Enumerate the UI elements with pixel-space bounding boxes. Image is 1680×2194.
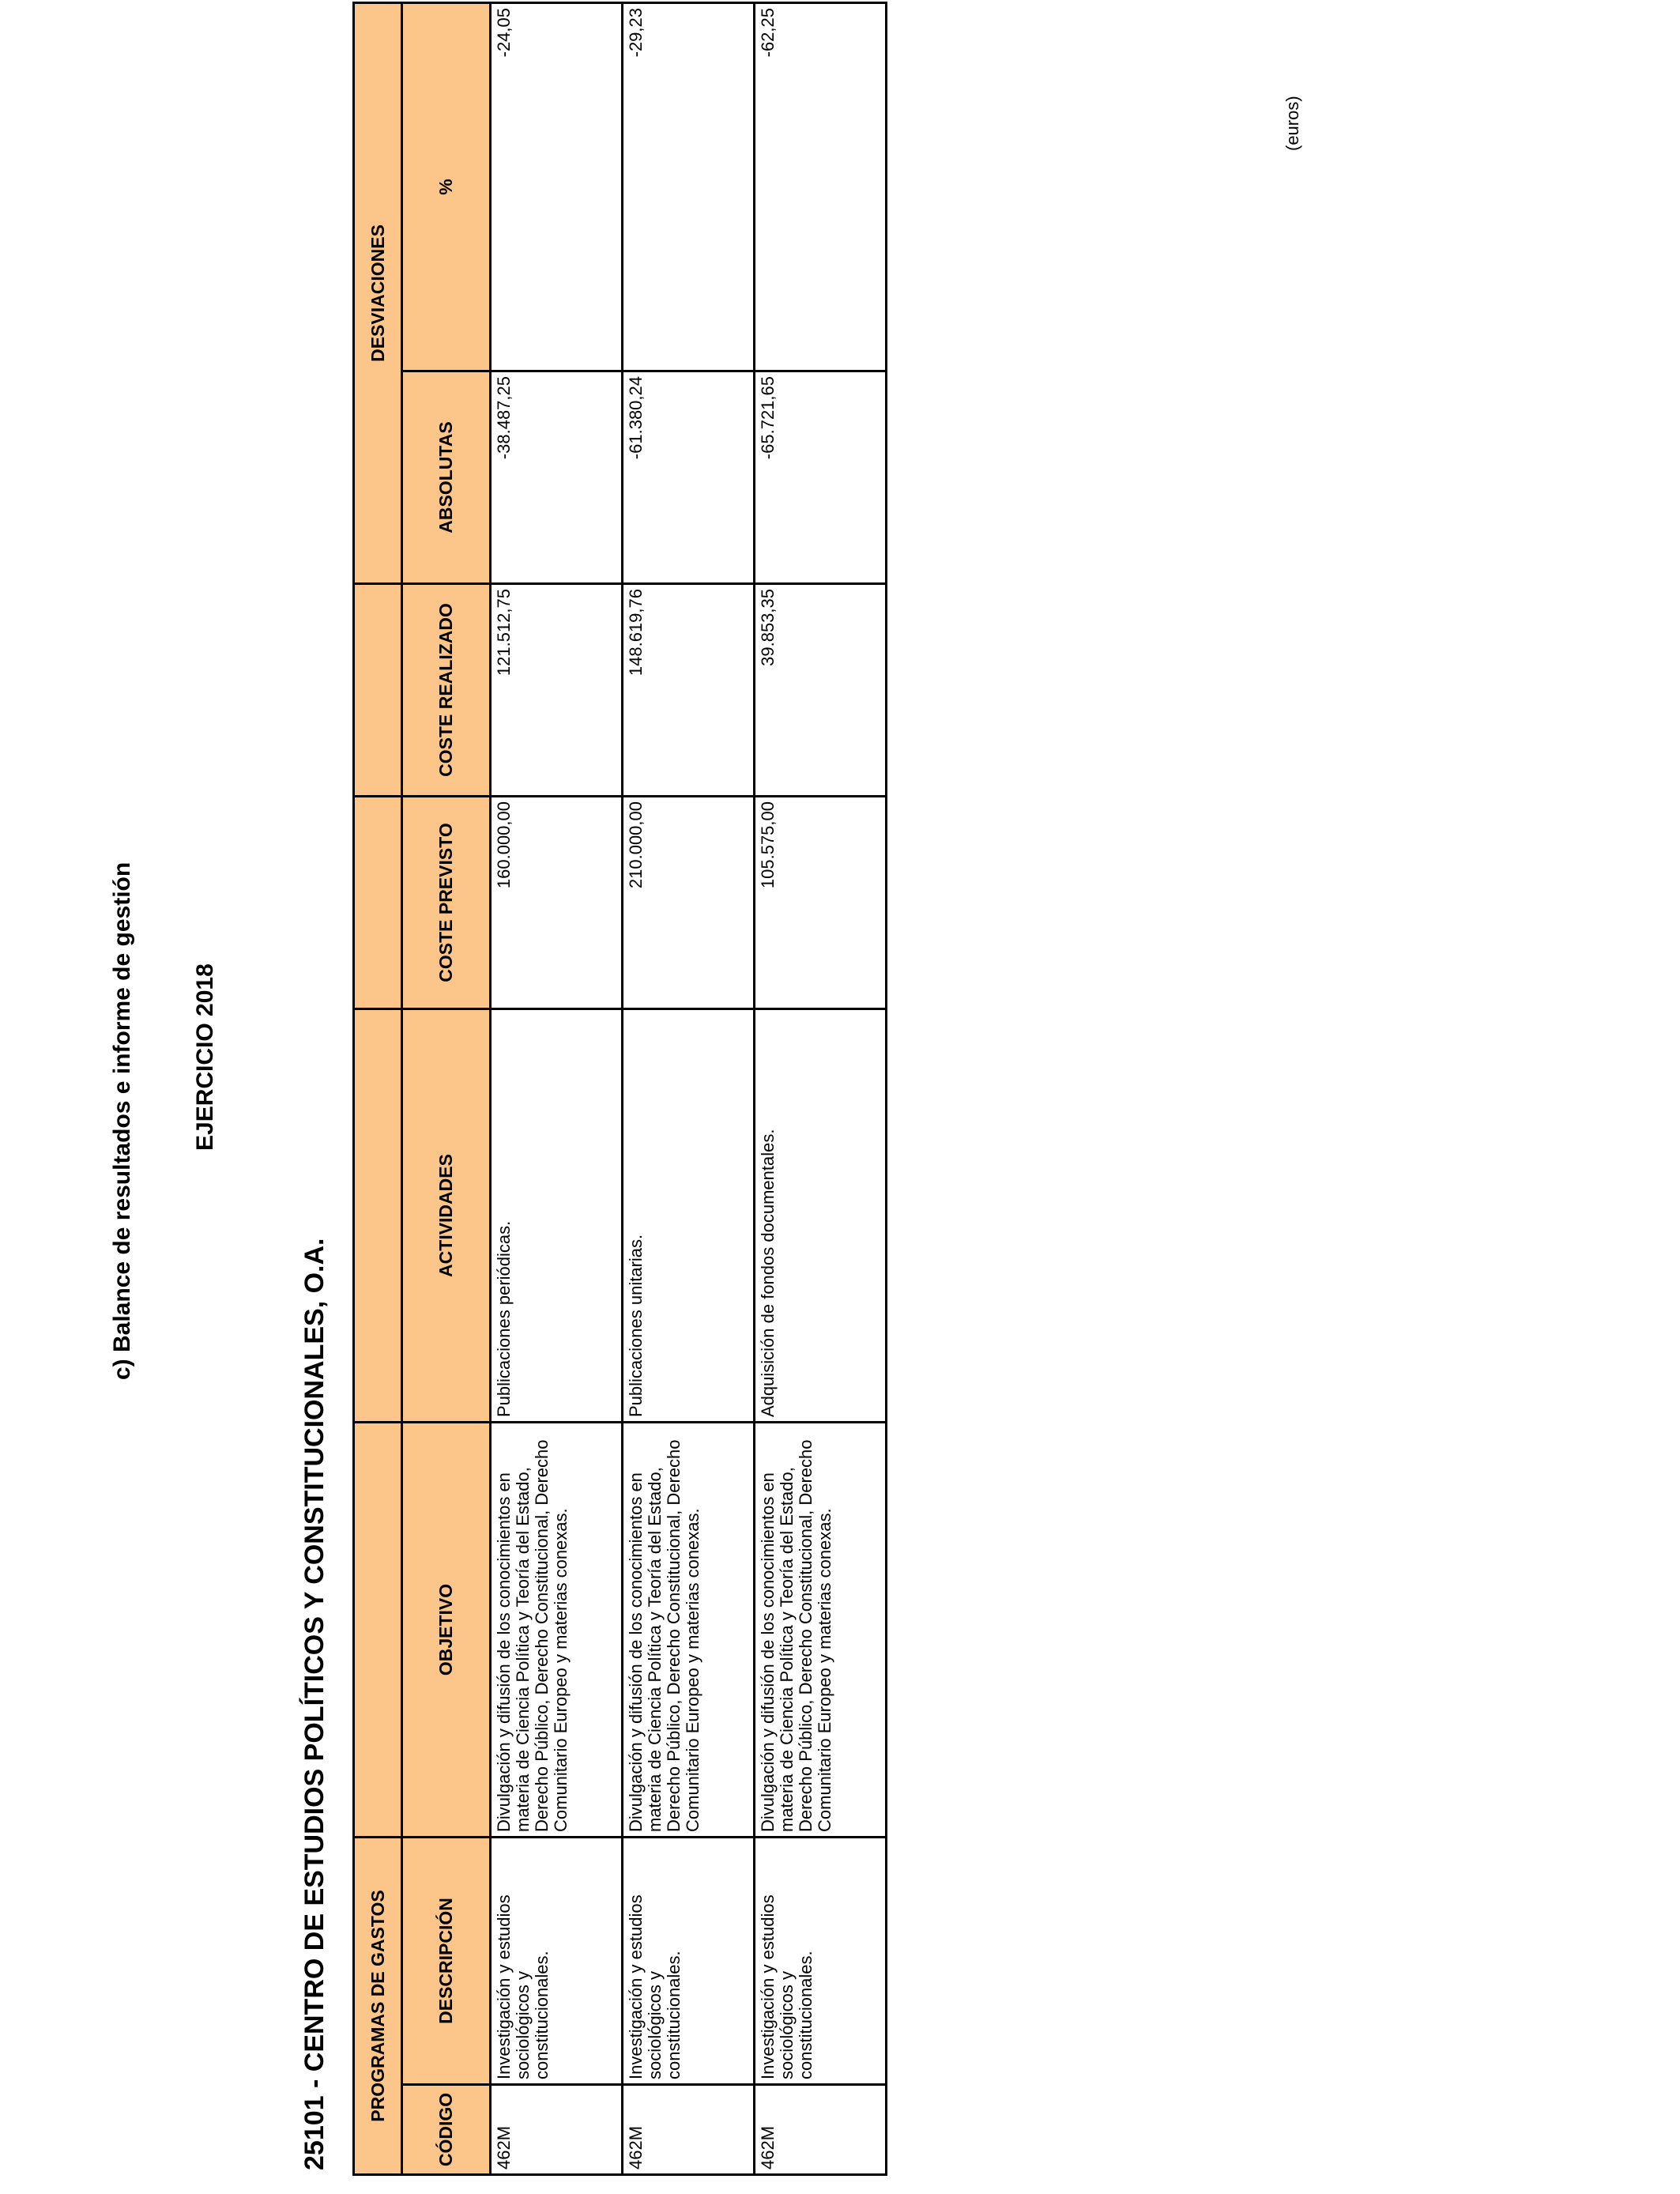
cell-objetivo: Divulgación y difusión de los conocimientos en materia de Ciencia Política y Teoría del Estado, Derecho Público, Derecho Constitucional, Derecho Comunitario Europeo y materias conexas. bbox=[623, 1423, 755, 1838]
group-header-programs: PROGRAMAS DE GASTOS bbox=[354, 1838, 402, 2175]
header-coste-realizado: COSTE REALIZADO bbox=[402, 584, 491, 797]
group-header-empty bbox=[354, 1423, 402, 1838]
cell-descripcion: Investigación y estudios sociológicos y constitucionales. bbox=[491, 1838, 623, 2085]
header-codigo: CÓDIGO bbox=[402, 2085, 491, 2175]
cell-absolutas: -38.487,25 bbox=[491, 371, 623, 584]
cell-porcentaje: -24,05 bbox=[491, 2, 623, 371]
group-header-deviations: DESVIACIONES bbox=[354, 2, 402, 583]
cell-absolutas: -65.721,65 bbox=[755, 371, 887, 584]
cell-actividades: Publicaciones unitarias. bbox=[623, 1009, 755, 1423]
table-row bbox=[623, 2, 755, 2174]
cell-descripcion: Investigación y estudios sociológicos y constitucionales. bbox=[623, 1838, 755, 2085]
group-header-empty bbox=[354, 1009, 402, 1423]
cell-actividades: Publicaciones periódicas. bbox=[491, 1009, 623, 1423]
group-header-empty bbox=[354, 797, 402, 1009]
header-descripcion: DESCRIPCIÓN bbox=[402, 1838, 491, 2085]
cell-objetivo: Divulgación y difusión de los conocimientos en materia de Ciencia Política y Teoría del Estado, Derecho Público, Derecho Constitucional, Derecho Comunitario Europeo y materias conexas. bbox=[755, 1423, 887, 1838]
cell-porcentaje: -62,25 bbox=[755, 2, 887, 371]
organization-title: 25101 - CENTRO DE ESTUDIOS POLÍTICOS Y CONSTITUCIONALES, O.A. bbox=[299, 1238, 330, 2170]
cell-porcentaje: -29,23 bbox=[623, 2, 755, 371]
cell-coste-previsto: 105.575,00 bbox=[755, 797, 887, 1009]
cell-codigo: 462M bbox=[491, 2085, 623, 2175]
header-absolutas: ABSOLUTAS bbox=[402, 371, 491, 584]
exercise-title: EJERCICIO 2018 bbox=[192, 963, 218, 1151]
table-row bbox=[755, 2, 887, 2174]
cell-coste-previsto: 210.000,00 bbox=[623, 797, 755, 1009]
cell-coste-realizado: 39.853,35 bbox=[755, 584, 887, 797]
cell-absolutas: -61.380,24 bbox=[623, 371, 755, 584]
header-objetivo: OBJETIVO bbox=[402, 1423, 491, 1838]
section-title: c) Balance de resultados e informe de gestión bbox=[109, 861, 135, 1380]
cell-coste-previsto: 160.000,00 bbox=[491, 797, 623, 1009]
header-actividades: ACTIVIDADES bbox=[402, 1009, 491, 1423]
cell-coste-realizado: 121.512,75 bbox=[491, 584, 623, 797]
cell-objetivo: Divulgación y difusión de los conocimientos en materia de Ciencia Política y Teoría del Estado, Derecho Público, Derecho Constitucional, Derecho Comunitario Europeo y materias conexas. bbox=[491, 1423, 623, 1838]
cell-codigo: 462M bbox=[623, 2085, 755, 2175]
table-row bbox=[491, 2, 623, 2174]
cell-actividades: Adquisición de fondos documentales. bbox=[755, 1009, 887, 1423]
cell-descripcion: Investigación y estudios sociológicos y constitucionales. bbox=[755, 1838, 887, 2085]
results-table bbox=[352, 2, 887, 2176]
header-coste-previsto: COSTE PREVISTO bbox=[402, 797, 491, 1009]
units-label: (euros) bbox=[1283, 96, 1302, 151]
cell-coste-realizado: 148.619,76 bbox=[623, 584, 755, 797]
group-header-empty bbox=[354, 584, 402, 797]
cell-codigo: 462M bbox=[755, 2085, 887, 2175]
header-porcentaje: % bbox=[402, 2, 491, 371]
